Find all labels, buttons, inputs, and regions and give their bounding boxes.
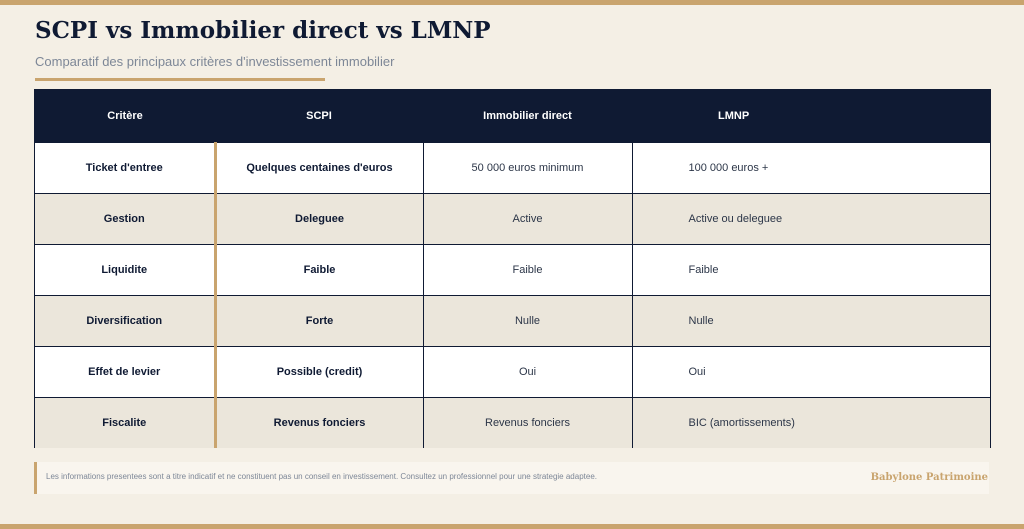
header-row [35, 90, 990, 142]
cell-scpi: Deleguee [215, 193, 423, 244]
cell-scpi: Possible (credit) [215, 346, 423, 397]
cell-lmnp: 100 000 euros + [632, 142, 990, 193]
table-row [35, 193, 990, 244]
table-row [35, 244, 990, 295]
page-title: SCPI vs Immobilier direct vs LMNP [35, 17, 491, 44]
page-subtitle: Comparatif des principaux critères d'investissement immobilier [35, 54, 395, 69]
cell-lmnp: Faible [632, 244, 990, 295]
row-criterion: Diversification [35, 295, 215, 346]
row-criterion: Ticket d'entree [35, 142, 215, 193]
row-criterion: Liquidite [35, 244, 215, 295]
cell-lmnp: BIC (amortissements) [632, 397, 990, 448]
cell-immobilier-direct: Nulle [423, 295, 632, 346]
comparison-table [35, 90, 990, 448]
cell-scpi: Revenus fonciers [215, 397, 423, 448]
row-criterion: Effet de levier [35, 346, 215, 397]
cell-immobilier-direct: Active [423, 193, 632, 244]
cell-scpi: Faible [215, 244, 423, 295]
cell-immobilier-direct: Faible [423, 244, 632, 295]
table-row [35, 346, 990, 397]
table-body [35, 142, 990, 448]
brand-name: Babylone Patrimoine [870, 472, 988, 483]
table-row [35, 397, 990, 448]
cell-scpi: Forte [215, 295, 423, 346]
table-row [35, 295, 990, 346]
row-criterion: Gestion [35, 193, 215, 244]
disclaimer-box [34, 462, 989, 494]
disclaimer-text: Les informations presentees sont a titre indicatif et ne constituent pas un conseil en investissement. Consultez un professionnel pour une strategie adaptee. [46, 472, 597, 481]
header-critere: Critère [35, 90, 215, 142]
cell-scpi: Quelques centaines d'euros [215, 142, 423, 193]
table-row [35, 142, 990, 193]
row-criterion: Fiscalite [35, 397, 215, 448]
bottom-accent-bar [0, 524, 1024, 529]
cell-lmnp: Active ou deleguee [632, 193, 990, 244]
top-accent-bar [0, 0, 1024, 5]
title-underline [35, 78, 325, 81]
cell-immobilier-direct: Revenus fonciers [423, 397, 632, 448]
table-header [35, 90, 990, 142]
comparison-table-container [34, 89, 991, 448]
header-scpi: SCPI [215, 90, 423, 142]
cell-immobilier-direct: Oui [423, 346, 632, 397]
cell-immobilier-direct: 50 000 euros minimum [423, 142, 632, 193]
cell-lmnp: Nulle [632, 295, 990, 346]
cell-lmnp: Oui [632, 346, 990, 397]
header-immobilier-direct: Immobilier direct [423, 90, 632, 142]
header-lmnp: LMNP [632, 90, 990, 142]
